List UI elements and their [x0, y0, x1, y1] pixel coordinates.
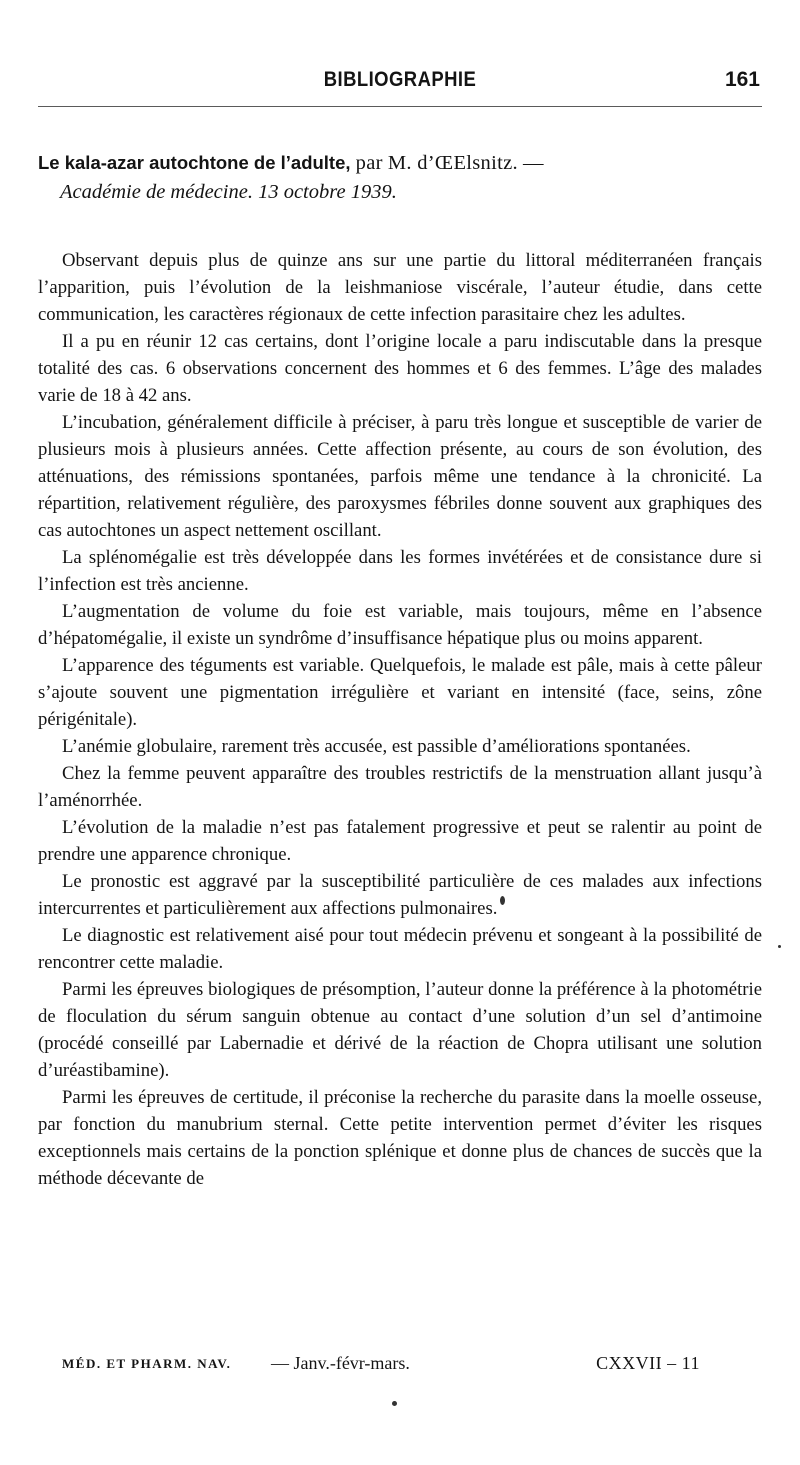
heading-dash: —: [523, 152, 544, 174]
header-rule: [38, 106, 762, 107]
article-date: 13 octobre 1939.: [258, 181, 397, 203]
article-by: par: [355, 152, 383, 174]
paragraph-women: Chez la femme peuvent apparaître des troubles restrictifs de la menstruation allant jusqu’à l’aménorrhée.: [38, 763, 762, 811]
article-body: [38, 247, 762, 1192]
heading-line-1: [38, 148, 762, 178]
running-title: BIBLIOGRAPHIE: [323, 68, 477, 91]
paragraph-certainty-tests: Parmi les épreuves de certitude, il préconise la recherche du parasite dans la moelle osseuse, par fonction du manubrium sternal. Cette petite intervention permet d’éviter les risques exceptionnels mais certains de la ponction splénique et donne plus de chances de succès que la méthode décevante de: [38, 1087, 762, 1189]
ink-speck: [778, 945, 781, 948]
paragraph-anemia: L’anémie globulaire, rarement très accusée, est passible d’améliorations spontanées.: [62, 736, 691, 757]
paragraph-prognosis: Le pronostic est aggravé par la susceptibilité particulière de ces malades aux infections intercurrentes et particulièrement aux affections pulmonaires.: [38, 871, 762, 919]
footer-separator: —: [271, 1353, 289, 1373]
footer-issue: [271, 1353, 410, 1374]
paragraph-evolution: L’évolution de la maladie n’est pas fatalement progressive et peut se ralentir au point de prendre une apparence chronique.: [38, 817, 762, 865]
running-header: [0, 68, 800, 108]
article-title: Le kala-azar autochtone de l’adulte,: [38, 152, 351, 173]
article-author: M. d’ŒElsnitz.: [387, 152, 518, 174]
paragraph-diagnosis: Le diagnostic est relativement aisé pour tout médecin prévenu et songeant à la possibilité de rencontrer cette maladie.: [38, 925, 762, 973]
footer-issue-date: Janv.-févr-mars.: [293, 1353, 410, 1373]
paragraph-splenomegaly: La splénomégalie est très développée dans les formes invétérées et de consistance dure si l’infection est très ancienne.: [38, 547, 762, 595]
paragraph-skin: L’apparence des téguments est variable. Quelquefois, le malade est pâle, mais à cette pâleur s’ajoute souvent une pigmentation irrégulière et variant en intensité (face, seins, zône périgénitale).: [38, 655, 762, 730]
ink-speck: [392, 1401, 397, 1406]
footer-signature: CXXVII – 11: [596, 1353, 700, 1373]
page-number: 161: [724, 68, 760, 91]
paragraph-cases: Il a pu en réunir 12 cas certains, dont l’origine locale a paru indiscutable dans la presque totalité des cas. 6 observations concernent des hommes et 6 des femmes. L’âge des malades varie de 18 à 42 ans.: [38, 331, 762, 406]
paragraph-biological-tests: Parmi les épreuves biologiques de présomption, l’auteur donne la préférence à la photométrie de floculation du sérum sanguin obtenue au contact d’une solution d’un sel d’antimoine (procédé conseillé par Labernadie et dérivé de la réaction de Chopra utilisant une solution d’uréastibamine).: [38, 979, 762, 1081]
article-source: Académie de médecine.: [60, 181, 253, 203]
article-heading: [38, 148, 762, 207]
page-footer: [38, 1353, 762, 1383]
footer-journal: MÉD. ET PHARM. NAV.: [62, 1356, 232, 1371]
paragraph-incubation: L’incubation, généralement difficile à préciser, à paru très longue et susceptible de varier de plusieurs mois à plusieurs années. Cette affection présente, au cours de son évolution, des atténuations, des rémissions spontanées, parfois même une tendance à la chronicité. La répartition, relativement régulière, des paroxysmes fébriles donne souvent aux graphiques des cas autochtones un aspect nettement oscillant.: [38, 412, 762, 541]
paragraph-observation: Observant depuis plus de quinze ans sur une partie du littoral méditerranéen français l’apparition, puis l’évolution de la leishmaniose viscérale, l’auteur étudie, dans cette communication, les caractères régionaux de cette infection parasitaire chez les adultes.: [38, 250, 762, 325]
paragraph-liver: L’augmentation de volume du foie est variable, mais toujours, même en l’absence d’hépatomégalie, il existe un syndrôme d’insuffisance hépatique plus ou moins apparent.: [38, 601, 762, 649]
heading-line-2: [38, 178, 762, 207]
ink-speck: [500, 896, 505, 905]
